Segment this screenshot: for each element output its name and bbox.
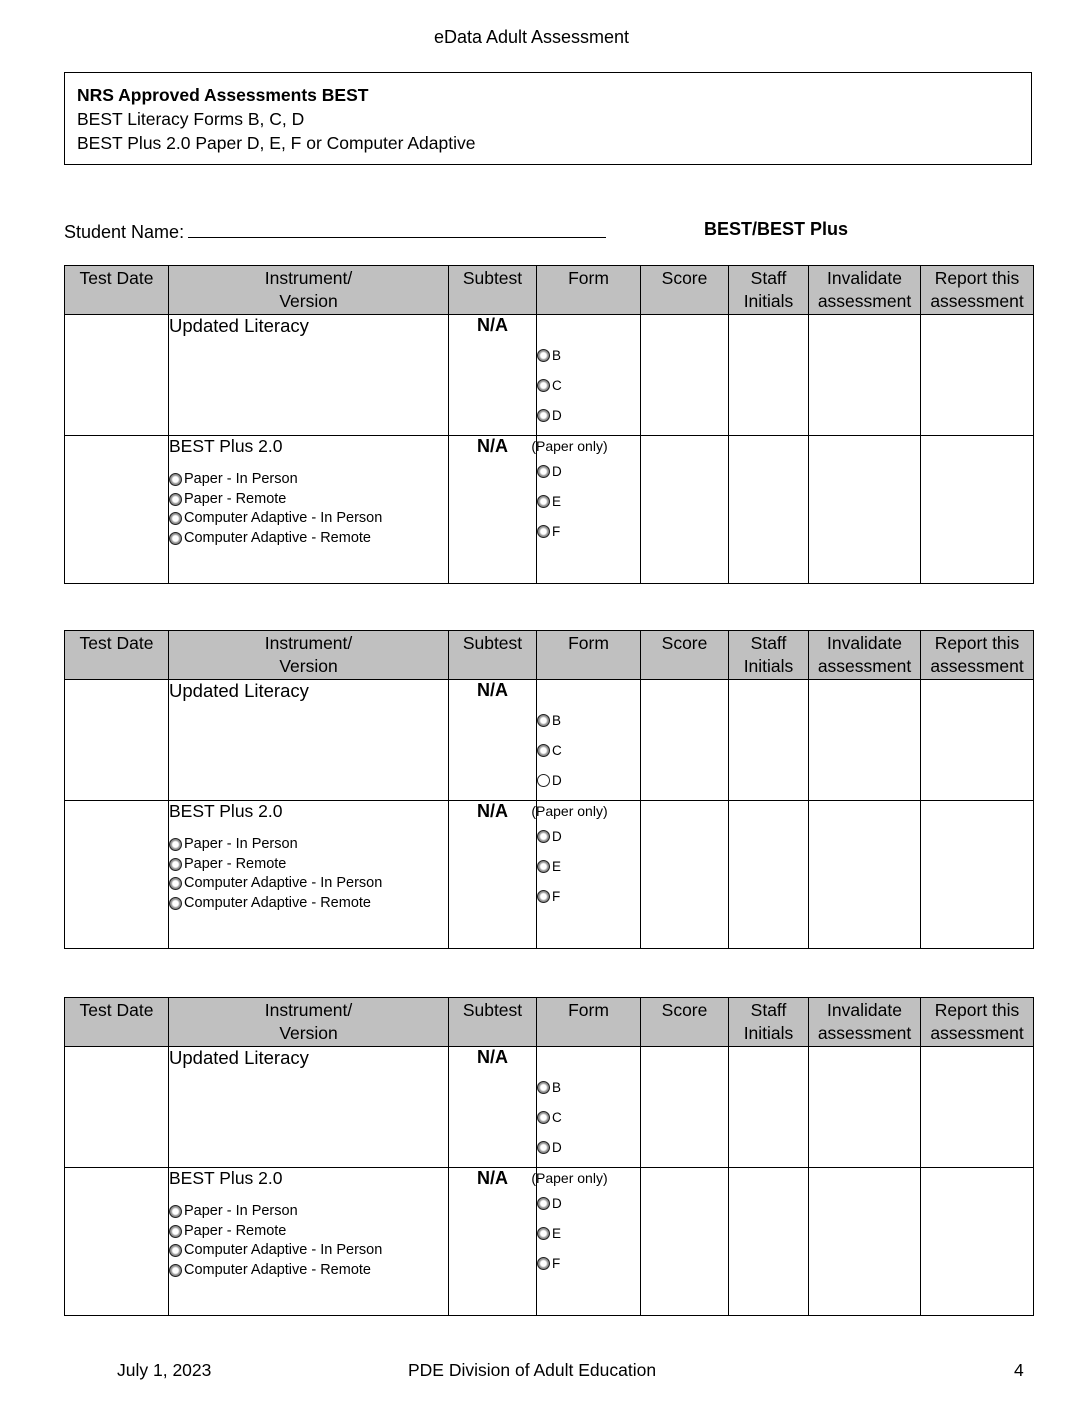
col-staff-initials (729, 631, 809, 680)
col-subtest: Subtest (449, 631, 537, 680)
footer-date: July 1, 2023 (117, 1360, 212, 1380)
col-staff-line1: Staff (750, 1000, 787, 1020)
score-cell[interactable] (641, 801, 729, 949)
form-option-label: F (552, 523, 561, 539)
radio-button-icon[interactable] (169, 897, 182, 910)
radio-button-icon[interactable] (537, 774, 550, 787)
footer-organization: PDE Division of Adult Education (408, 1360, 657, 1380)
report-cell[interactable] (921, 801, 1034, 949)
mode-option[interactable] (169, 1261, 448, 1281)
radio-button-icon[interactable] (537, 860, 550, 873)
radio-button-icon[interactable] (537, 495, 550, 508)
col-instrument-line2: Version (279, 656, 338, 676)
report-cell[interactable] (921, 680, 1034, 801)
form-option-label: F (552, 1255, 561, 1271)
mode-option-label: Computer Adaptive - Remote (184, 894, 371, 911)
col-report-line1: Report this (934, 633, 1020, 653)
col-instrument-line1: Instrument/ (264, 633, 353, 653)
form-option-label: D (552, 1195, 562, 1211)
literacy-form-option[interactable] (537, 400, 640, 430)
staff-initials-cell[interactable] (729, 1047, 809, 1168)
col-invalidate-line1: Invalidate (827, 268, 902, 288)
student-name-row (64, 219, 606, 243)
info-heading: NRS Approved Assessments BEST (77, 85, 369, 105)
mode-option-label: Paper - Remote (184, 490, 287, 507)
assessment-table (64, 265, 1034, 584)
mode-option[interactable] (169, 835, 448, 855)
subtest-cell: N/A (449, 315, 537, 436)
paper-only-note: (Paper only) (531, 1170, 608, 1186)
col-score: Score (641, 998, 729, 1047)
col-invalidate (809, 998, 921, 1047)
invalidate-cell[interactable] (809, 436, 921, 584)
radio-button-icon[interactable] (169, 1205, 182, 1218)
instrument-cell (169, 680, 449, 801)
score-cell[interactable] (641, 1047, 729, 1168)
col-report (921, 631, 1034, 680)
form-cell (531, 436, 641, 584)
test-date-cell[interactable] (65, 315, 169, 436)
col-subtest: Subtest (449, 266, 537, 315)
bestplus-form-option[interactable] (537, 821, 640, 851)
table-header-row (65, 631, 1034, 680)
col-instrument-line2: Version (279, 1023, 338, 1043)
mode-option-label: Computer Adaptive - Remote (184, 529, 371, 546)
radio-button-icon[interactable] (537, 1141, 550, 1154)
mode-option-label: Computer Adaptive - Remote (184, 1261, 371, 1278)
staff-initials-cell[interactable] (729, 436, 809, 584)
col-report-line2: assessment (930, 1023, 1024, 1043)
literacy-form-option[interactable] (537, 1102, 640, 1132)
radio-button-icon[interactable] (169, 532, 182, 545)
form-option-label: D (552, 828, 562, 844)
test-date-cell[interactable] (65, 680, 169, 801)
form-option-label: C (552, 1109, 562, 1125)
bestplus-title: BEST Plus 2.0 (169, 1168, 283, 1188)
col-subtest: Subtest (449, 998, 537, 1047)
form-cell (531, 1168, 641, 1316)
col-instrument-line1: Instrument/ (264, 268, 353, 288)
col-instrument (169, 998, 449, 1047)
radio-button-icon[interactable] (169, 473, 182, 486)
literacy-row (65, 680, 1034, 801)
test-date-cell[interactable] (65, 801, 169, 949)
score-cell[interactable] (641, 680, 729, 801)
literacy-form-option[interactable] (537, 1132, 640, 1162)
mode-option[interactable] (169, 509, 448, 529)
test-date-cell[interactable] (65, 1168, 169, 1316)
form-option-label: C (552, 377, 562, 393)
literacy-form-option[interactable] (537, 735, 640, 765)
form-option-label: D (552, 407, 562, 423)
col-report-line2: assessment (930, 656, 1024, 676)
invalidate-cell[interactable] (809, 315, 921, 436)
mode-option[interactable] (169, 1202, 448, 1222)
col-staff-initials (729, 266, 809, 315)
paper-only-note: (Paper only) (531, 438, 608, 454)
footer-page-number: 4 (1014, 1360, 1024, 1380)
mode-option[interactable] (169, 490, 448, 510)
staff-initials-cell[interactable] (729, 801, 809, 949)
report-cell[interactable] (921, 1168, 1034, 1316)
staff-initials-cell[interactable] (729, 1168, 809, 1316)
radio-button-icon[interactable] (169, 1264, 182, 1277)
form-option-label: B (552, 1079, 562, 1095)
score-cell[interactable] (641, 315, 729, 436)
mode-option-label: Computer Adaptive - In Person (184, 510, 383, 526)
col-invalidate-line1: Invalidate (827, 1000, 902, 1020)
score-cell[interactable] (641, 1168, 729, 1316)
col-instrument-line1: Instrument/ (264, 1000, 353, 1020)
col-form: Form (537, 631, 641, 680)
radio-button-icon[interactable] (537, 379, 550, 392)
mode-option[interactable] (169, 874, 448, 894)
radio-button-icon[interactable] (169, 1225, 182, 1238)
literacy-form-option[interactable] (537, 370, 640, 400)
radio-button-icon[interactable] (169, 838, 182, 851)
col-report-line2: assessment (930, 291, 1024, 311)
info-bestplus-forms: BEST Plus 2.0 Paper D, E, F or Computer Adaptive (77, 133, 476, 153)
radio-button-icon[interactable] (169, 512, 182, 525)
col-invalidate (809, 631, 921, 680)
form-option-label: B (552, 712, 562, 728)
radio-button-icon[interactable] (169, 493, 182, 506)
literacy-row (65, 315, 1034, 436)
col-invalidate-line2: assessment (817, 656, 912, 676)
instrument-cell (169, 315, 449, 436)
bestplus-form-option[interactable] (537, 1188, 640, 1218)
bestplus-title: BEST Plus 2.0 (169, 801, 283, 821)
form-option-label: E (552, 493, 562, 509)
bestplus-form-option[interactable] (537, 516, 640, 546)
mode-option[interactable] (169, 470, 448, 490)
bestplus-form-option[interactable] (537, 1248, 640, 1278)
literacy-form-option[interactable] (537, 765, 640, 795)
instrument-cell (169, 1047, 449, 1168)
test-date-cell[interactable] (65, 436, 169, 584)
form-option-label: B (552, 347, 562, 363)
instrument-cell (169, 1168, 449, 1316)
literacy-form-option[interactable] (537, 340, 640, 370)
invalidate-cell[interactable] (809, 801, 921, 949)
col-test-date: Test Date (65, 998, 169, 1047)
radio-button-icon[interactable] (169, 858, 182, 871)
literacy-title: Updated Literacy (169, 680, 309, 701)
bestplus-row (65, 1168, 1034, 1316)
col-form: Form (537, 998, 641, 1047)
bestplus-form-option[interactable] (537, 486, 640, 516)
bestplus-row (65, 436, 1034, 584)
student-name-label: Student Name: (64, 222, 185, 242)
mode-option-label: Paper - In Person (184, 1203, 298, 1219)
invalidate-cell[interactable] (809, 1047, 921, 1168)
mode-options (169, 835, 448, 913)
test-type-label: BEST/BEST Plus (704, 219, 849, 239)
radio-button-icon[interactable] (537, 744, 550, 757)
paper-only-note: (Paper only) (531, 803, 608, 819)
radio-button-icon[interactable] (537, 714, 550, 727)
col-test-date: Test Date (65, 631, 169, 680)
col-invalidate-line2: assessment (817, 291, 912, 311)
col-form: Form (537, 266, 641, 315)
col-report-line1: Report this (934, 268, 1020, 288)
literacy-title: Updated Literacy (169, 1047, 309, 1068)
mode-option[interactable] (169, 529, 448, 549)
subtest-cell: N/A (449, 1168, 537, 1316)
mode-options (169, 1202, 448, 1280)
col-instrument (169, 631, 449, 680)
form-option-label: F (552, 888, 561, 904)
instrument-cell (169, 801, 449, 949)
radio-button-icon[interactable] (537, 830, 550, 843)
staff-initials-cell[interactable] (729, 315, 809, 436)
radio-button-icon[interactable] (169, 1244, 182, 1257)
radio-button-icon[interactable] (537, 1257, 550, 1270)
radio-button-icon[interactable] (537, 890, 550, 903)
info-literacy-forms: BEST Literacy Forms B, C, D (77, 109, 305, 129)
bestplus-title: BEST Plus 2.0 (169, 436, 283, 456)
subtest-cell: N/A (449, 680, 537, 801)
mode-option[interactable] (169, 894, 448, 914)
mode-option-label: Computer Adaptive - In Person (184, 875, 383, 891)
col-score: Score (641, 631, 729, 680)
mode-option-label: Paper - Remote (184, 855, 287, 872)
radio-button-icon[interactable] (537, 465, 550, 478)
form-option-label: D (552, 463, 562, 479)
col-score: Score (641, 266, 729, 315)
col-staff-line2: Initials (743, 291, 794, 311)
mode-option-label: Computer Adaptive - In Person (184, 1242, 383, 1258)
form-cell (537, 1047, 641, 1168)
col-invalidate-line1: Invalidate (827, 633, 902, 653)
mode-option[interactable] (169, 1241, 448, 1261)
subtest-cell: N/A (449, 436, 537, 584)
col-report (921, 998, 1034, 1047)
form-option-label: E (552, 1225, 562, 1241)
literacy-form-option[interactable] (537, 705, 640, 735)
col-invalidate-line2: assessment (817, 1023, 912, 1043)
radio-button-icon[interactable] (537, 349, 550, 362)
table-header-row (65, 266, 1034, 315)
mode-option[interactable] (169, 855, 448, 875)
assessment-table (64, 630, 1034, 949)
col-instrument (169, 266, 449, 315)
assessment-info-box (64, 72, 1032, 165)
mode-option-label: Paper - In Person (184, 836, 298, 852)
page-header-title: eData Adult Assessment (433, 27, 630, 47)
subtest-cell: N/A (449, 801, 537, 949)
literacy-row (65, 1047, 1034, 1168)
invalidate-cell[interactable] (809, 1168, 921, 1316)
bestplus-row (65, 801, 1034, 949)
staff-initials-cell[interactable] (729, 680, 809, 801)
col-staff-line1: Staff (750, 268, 787, 288)
mode-option[interactable] (169, 1222, 448, 1242)
student-name-field[interactable] (188, 219, 606, 238)
col-staff-line2: Initials (743, 1023, 794, 1043)
col-report (921, 266, 1034, 315)
form-cell (537, 680, 641, 801)
radio-button-icon[interactable] (537, 1111, 550, 1124)
form-option-label: E (552, 858, 562, 874)
bestplus-form-option[interactable] (537, 456, 640, 486)
invalidate-cell[interactable] (809, 680, 921, 801)
report-cell[interactable] (921, 1047, 1034, 1168)
col-staff-initials (729, 998, 809, 1047)
instrument-cell (169, 436, 449, 584)
test-date-cell[interactable] (65, 1047, 169, 1168)
table-header-row (65, 998, 1034, 1047)
form-cell (531, 801, 641, 949)
bestplus-form-option[interactable] (537, 881, 640, 911)
form-option-label: D (552, 1139, 562, 1155)
mode-option-label: Paper - Remote (184, 1222, 287, 1239)
col-staff-line1: Staff (750, 633, 787, 653)
assessment-table (64, 997, 1034, 1316)
form-option-label: C (552, 742, 562, 758)
radio-button-icon[interactable] (169, 877, 182, 890)
form-option-label: D (552, 772, 562, 788)
score-cell[interactable] (641, 436, 729, 584)
col-report-line1: Report this (934, 1000, 1020, 1020)
radio-button-icon[interactable] (537, 1227, 550, 1240)
col-test-date: Test Date (65, 266, 169, 315)
radio-button-icon[interactable] (537, 1081, 550, 1094)
col-invalidate (809, 266, 921, 315)
subtest-cell: N/A (449, 1047, 537, 1168)
col-staff-line2: Initials (743, 656, 794, 676)
report-cell[interactable] (921, 315, 1034, 436)
mode-option-label: Paper - In Person (184, 471, 298, 487)
report-cell[interactable] (921, 436, 1034, 584)
mode-options (169, 470, 448, 548)
bestplus-form-option[interactable] (537, 851, 640, 881)
bestplus-form-option[interactable] (537, 1218, 640, 1248)
literacy-form-option[interactable] (537, 1072, 640, 1102)
radio-button-icon[interactable] (537, 409, 550, 422)
radio-button-icon[interactable] (537, 1197, 550, 1210)
radio-button-icon[interactable] (537, 525, 550, 538)
form-cell (537, 315, 641, 436)
literacy-title: Updated Literacy (169, 315, 309, 336)
col-instrument-line2: Version (279, 291, 338, 311)
